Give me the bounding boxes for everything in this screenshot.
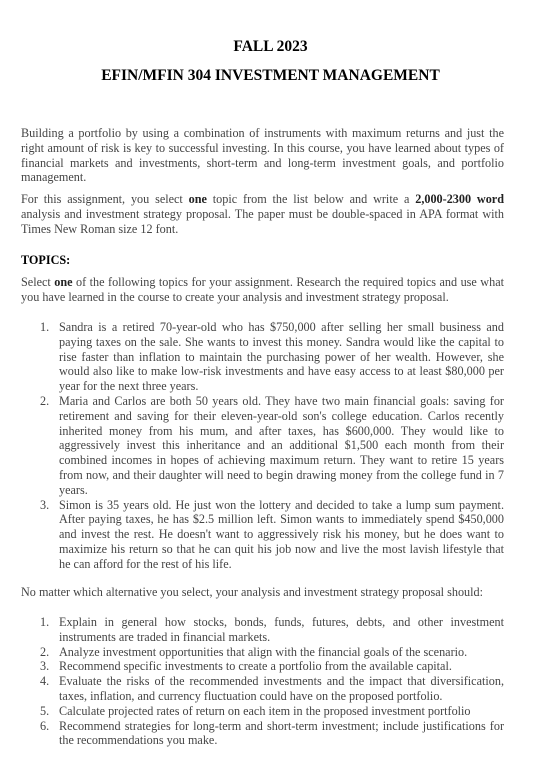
topic-item	[21, 498, 504, 572]
requirement-number: 2.	[40, 644, 50, 659]
assignment-text-3: analysis and investment strategy proposal. The paper must be double-spaced in APA format with Times New Roman size 12 font.	[21, 206, 504, 236]
requirement-number: 6.	[40, 718, 50, 733]
requirement-item	[21, 674, 504, 704]
topic-text: Maria and Carlos are both 50 years old. They have two main financial goals: saving for retirement and saving for their eleven-year-old son's college education. Carlos recently inherited money from his mum, and after taxes, has $600,000. They would like to aggressively invest this inheritance and an additional $1,500 each month from their combined incomes in hopes of achieving maximum return. They want to retire 15 years from now, and their daughter will need to begin drawing money from the college fund in 7 years.	[59, 393, 504, 497]
requirement-item	[21, 645, 504, 660]
requirement-number: 1.	[40, 615, 50, 629]
topics-heading: TOPICS:	[21, 253, 71, 267]
requirement-number: 4.	[40, 674, 50, 689]
assignment-bold-2: 2,000-2300 word	[415, 192, 504, 206]
topic-item	[21, 394, 504, 498]
requirement-text: Recommend specific investments to create a portfolio from the available capital.	[59, 659, 452, 674]
requirement-item	[21, 615, 504, 645]
requirement-text: Calculate projected rates of return on each item in the proposed investment portfolio	[59, 703, 471, 718]
assignment-text-2: topic from the list below and write a	[206, 192, 416, 206]
requirement-text: Evaluate the risks of the recommended investments and the impact that diversification, taxes, inflation, and currency fluctuation could have on the proposed portfolio.	[59, 674, 504, 703]
requirement-text: Analyze investment opportunities that align with the financial goals of the scenario.	[59, 644, 468, 659]
topics-intro-paragraph	[21, 275, 504, 305]
term-title: FALL 2023	[233, 38, 308, 55]
topic-text: Simon is 35 years old. He just won the lottery and decided to take a lump sum payment. After paying taxes, he has $2.5 million left. Simon wants to immediately spend $450,000 and invest the rest. He doesn't want to aggressively risk his money, but he does want to maximize his return so that he can quit his job now and live the most lavish lifestyle that he can afford for the rest of his life.	[59, 497, 504, 571]
assignment-text-1: For this assignment, you select	[21, 192, 189, 206]
requirements-list	[21, 615, 504, 748]
requirement-item	[21, 704, 504, 719]
requirements-intro: No matter which alternative you select, your analysis and investment strategy proposal should:	[21, 585, 483, 599]
assignment-paragraph	[21, 192, 504, 236]
requirement-item	[21, 659, 504, 674]
topics-intro-text-2: of the following topics for your assignment. Research the required topics and use what you have learned in the course to create your analysis and investment strategy proposal.	[21, 275, 504, 304]
requirement-number: 5.	[40, 703, 50, 718]
topic-item	[21, 320, 504, 394]
topics-list	[21, 320, 504, 572]
assignment-bold-1: one	[188, 192, 207, 206]
topic-number: 1.	[40, 320, 50, 334]
requirement-text: Explain in general how stocks, bonds, funds, futures, debts, and other investment instruments are traded in financial markets.	[59, 615, 504, 644]
topic-number: 2.	[40, 393, 50, 408]
topic-text: Sandra is a retired 70-year-old who has $750,000 after selling her small business and paying taxes on the sale. She wants to invest this money. Sandra would like the capital to rise faster than inflation to maintain the purchasing power of her wealth. However, she would also like to make low-risk investments and have easy access to at least $80,000 per year for the next three years.	[59, 320, 504, 394]
requirement-number: 3.	[40, 659, 50, 674]
course-title: EFIN/MFIN 304 INVESTMENT MANAGEMENT	[101, 67, 440, 84]
requirement-item	[21, 719, 504, 749]
topics-intro-text-1: Select	[21, 275, 55, 289]
requirement-text: Recommend strategies for long-term and short-term investment; include justifications for the recommendations you make.	[59, 718, 504, 748]
topic-number: 3.	[40, 497, 50, 512]
intro-paragraph: Building a portfolio by using a combination of instruments with maximum returns and just the right amount of risk is key to successful investing. In this course, you have learned about types of financial markets and investments, short-term and long-term investment goals, and portfolio management.	[21, 126, 504, 185]
topics-intro-bold: one	[54, 275, 73, 289]
